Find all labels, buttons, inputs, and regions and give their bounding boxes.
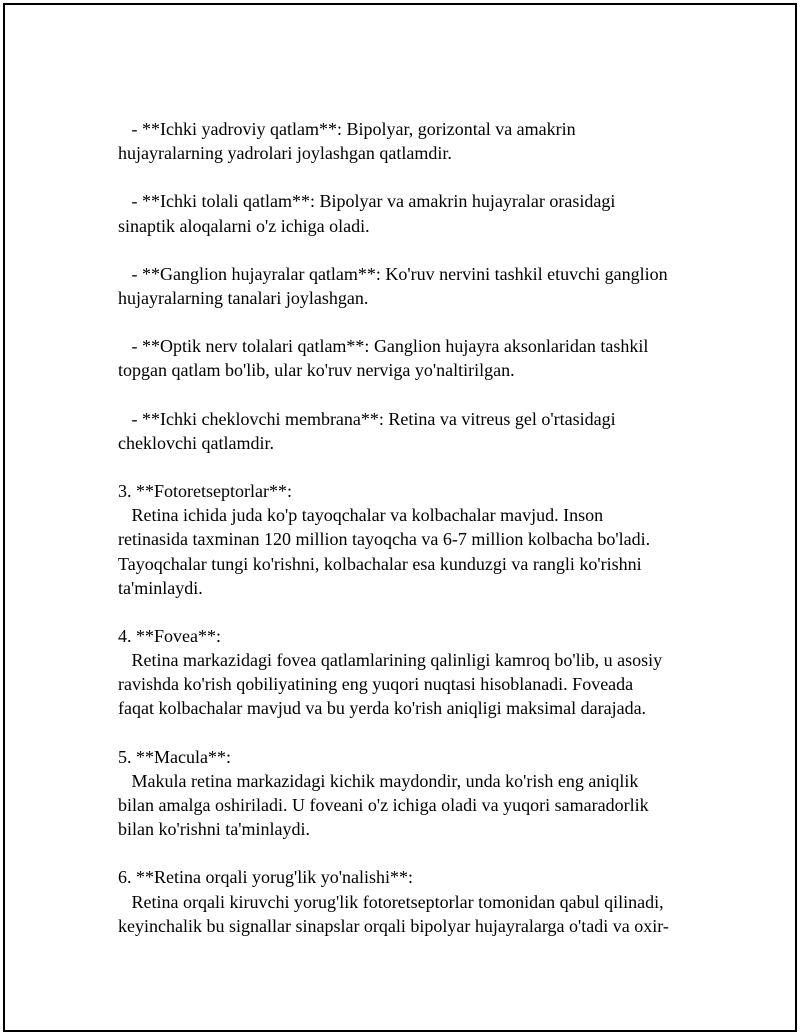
numbered-sections <box>118 479 758 938</box>
section-heading: 3. **Fotoretseptorlar**: <box>118 481 292 502</box>
section-heading: 4. **Fovea**: <box>118 625 221 646</box>
bullet-line: - **Ichki cheklovchi membrana**: Retina va vitreus gel o'rtasidagi <box>118 408 616 429</box>
paragraph-line: bilan ko'rishni ta'minlaydi. <box>118 819 310 840</box>
document-body <box>118 117 758 962</box>
section-heading: 6. **Retina orqali yorug'lik yo'nalishi**: <box>118 867 413 888</box>
paragraph-line: Retina orqali kiruvchi yorug'lik fotoretseptorlar tomonidan qabul qilinadi, <box>118 891 664 912</box>
bullet-line: hujayralarning yadrolari joylashgan qatlamdir. <box>118 143 452 164</box>
bullet-inner-limiting-membrane <box>118 407 758 455</box>
bullet-line: cheklovchi qatlamdir. <box>118 432 274 453</box>
bullet-inner-plexiform-layer <box>118 189 758 237</box>
paragraph-line: keyinchalik bu signallar sinapslar orqali bipolyar hujayralarga o'tadi va oxir- <box>118 915 669 936</box>
bullet-line: sinaptik aloqalarni o'z ichiga oladi. <box>118 215 370 236</box>
bullet-line: topgan qatlam bo'lib, ular ko'ruv nerviga yo'naltirilgan. <box>118 360 515 381</box>
retina-layer-list <box>118 117 758 455</box>
paragraph-line: retinasida taxminan 120 million tayoqcha va 6-7 million kolbacha bo'ladi. <box>118 529 651 550</box>
bullet-inner-nuclear-layer <box>118 117 758 165</box>
bullet-line: - **Ichki yadroviy qatlam**: Bipolyar, gorizontal va amakrin <box>118 119 576 139</box>
bullet-nerve-fiber-layer <box>118 334 758 382</box>
bullet-ganglion-cell-layer <box>118 262 758 310</box>
paragraph-line: bilan amalga oshiriladi. U foveani o'z ichiga oladi va yuqori samaradorlik <box>118 794 649 815</box>
bullet-line: - **Optik nerv tolalari qatlam**: Ganglion hujayra aksonlaridan tashkil <box>118 336 649 357</box>
section-light-direction <box>118 865 758 937</box>
paragraph-line: Tayoqchalar tungi ko'rishni, kolbachalar esa kunduzgi va rangli ko'rishni <box>118 553 642 574</box>
bullet-line: - **Ichki tolali qatlam**: Bipolyar va amakrin hujayralar orasidagi <box>118 191 616 212</box>
paragraph-line: faqat kolbachalar mavjud va bu yerda ko'rish aniqligi maksimal darajada. <box>118 698 647 719</box>
paragraph-line: Retina markazidagi fovea qatlamlarining qalinligi kamroq bo'lib, u asosiy <box>118 650 663 671</box>
bullet-line: - **Ganglion hujayralar qatlam**: Ko'ruv nervini tashkil etuvchi ganglion <box>118 263 668 284</box>
section-heading: 5. **Macula**: <box>118 746 231 767</box>
section-photoreceptors <box>118 479 758 600</box>
paragraph-line: Makula retina markazidagi kichik maydondir, unda ko'rish eng aniqlik <box>118 770 639 791</box>
section-fovea <box>118 624 758 721</box>
paragraph-line: ta'minlaydi. <box>118 577 203 598</box>
paragraph-line: Retina ichida juda ko'p tayoqchalar va kolbachalar mavjud. Inson <box>118 505 604 526</box>
bullet-line: hujayralarning tanalari joylashgan. <box>118 287 369 308</box>
paragraph-line: ravishda ko'rish qobiliyatining eng yuqori nuqtasi hisoblanadi. Foveada <box>118 674 634 695</box>
section-macula <box>118 745 758 842</box>
